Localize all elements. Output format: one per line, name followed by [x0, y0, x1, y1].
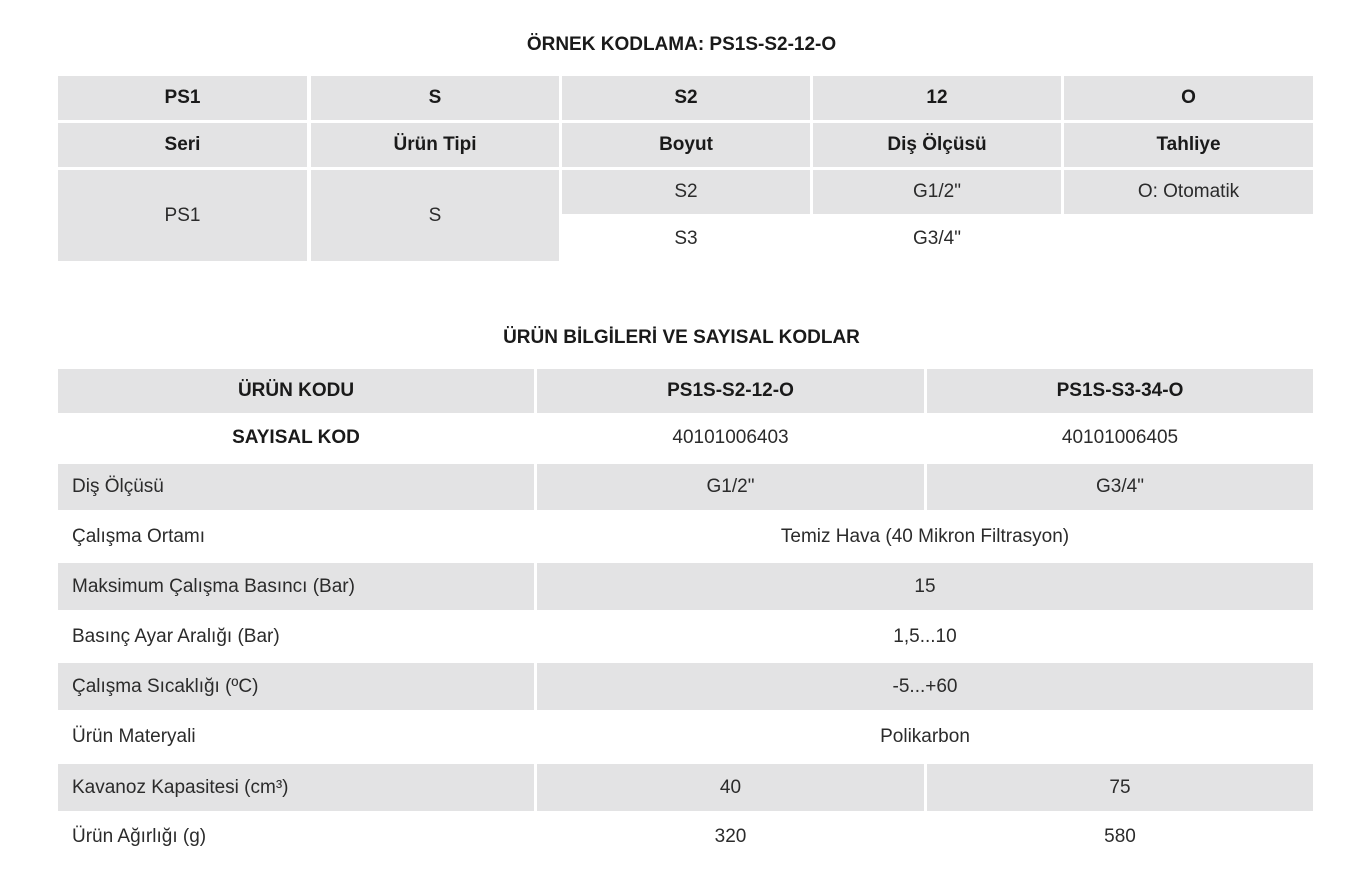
code-dis: 12 [813, 76, 1061, 120]
code-urun-tipi: S [311, 76, 559, 120]
header-seri: Seri [58, 123, 307, 167]
temperature-label: Çalışma Sıcaklığı (ºC) [58, 663, 534, 710]
product-code-2: PS1S-S3-34-O [927, 369, 1313, 413]
thread-value-1: G1/2" [537, 464, 924, 510]
header-product-code: ÜRÜN KODU [58, 369, 534, 413]
info-title: ÜRÜN BİLGİLERİ VE SAYISAL KODLAR [503, 327, 860, 348]
material-label: Ürün Materyali [72, 726, 196, 747]
pressure-range-value: 1,5...10 [893, 626, 957, 647]
code-boyut: S2 [562, 76, 810, 120]
thread-value-2: G3/4" [927, 464, 1313, 510]
thread-label: Diş Ölçüsü [58, 464, 534, 510]
pressure-range-label: Basınç Ayar Aralığı (Bar) [72, 626, 280, 647]
value-dis-1: G1/2" [813, 170, 1061, 214]
material-value: Polikarbon [880, 726, 970, 747]
header-tahliye: Tahliye [1064, 123, 1313, 167]
medium-value: Temiz Hava (40 Mikron Filtrasyon) [780, 526, 1070, 547]
value-seri: PS1 [58, 170, 307, 261]
value-boyut-2: S3 [674, 227, 698, 249]
header-boyut: Boyut [562, 123, 810, 167]
product-code-1: PS1S-S2-12-O [537, 369, 924, 413]
numeric-code-label: SAYISAL KOD [232, 427, 360, 448]
header-dis: Diş Ölçüsü [813, 123, 1061, 167]
max-pressure-value: 15 [537, 563, 1313, 610]
max-pressure-label: Maksimum Çalışma Basıncı (Bar) [58, 563, 534, 610]
value-tahliye-1: O: Otomatik [1064, 170, 1313, 214]
value-boyut-1: S2 [562, 170, 810, 214]
weight-value-2: 580 [1104, 826, 1136, 847]
temperature-value: -5...+60 [537, 663, 1313, 710]
code-tahliye: O [1064, 76, 1313, 120]
medium-label: Çalışma Ortamı [72, 526, 206, 547]
value-dis-2: G3/4" [913, 227, 961, 249]
numeric-code-1: 40101006403 [672, 427, 789, 448]
weight-value-1: 320 [714, 826, 747, 847]
capacity-value-1: 40 [537, 764, 924, 811]
capacity-value-2: 75 [927, 764, 1313, 811]
header-urun-tipi: Ürün Tipi [311, 123, 559, 167]
value-urun-tipi: S [311, 170, 559, 261]
numeric-code-2: 40101006405 [1061, 427, 1179, 448]
coding-title: ÖRNEK KODLAMA: PS1S-S2-12-O [526, 34, 837, 55]
code-seri: PS1 [58, 76, 307, 120]
weight-label: Ürün Ağırlığı (g) [72, 826, 207, 847]
capacity-label: Kavanoz Kapasitesi (cm³) [58, 764, 534, 811]
